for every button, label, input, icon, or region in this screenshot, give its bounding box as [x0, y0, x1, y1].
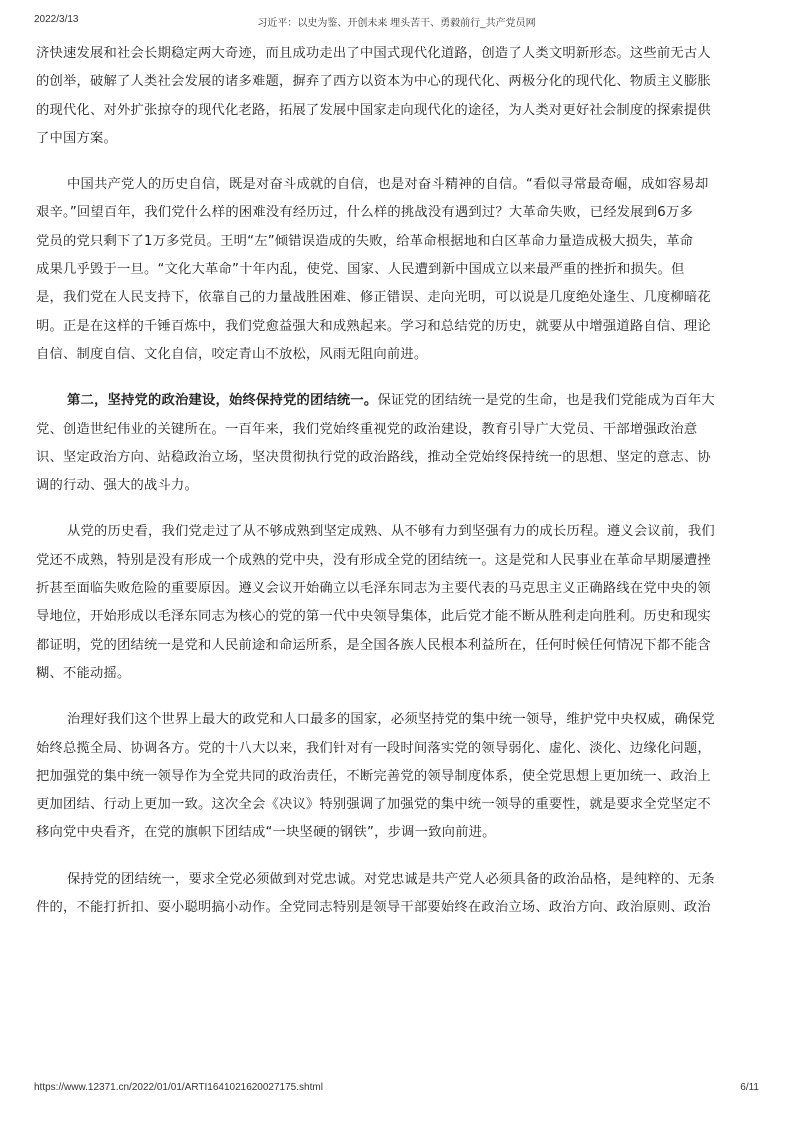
text-line: 的创举，破解了人类社会发展的诸多难题，摒弃了西方以资本为中心的现代化、两极分化的现代化、物质主义膨胀: [36, 74, 711, 90]
page-number: 6/11: [740, 1082, 759, 1093]
text-line: 了中国方案。: [36, 130, 117, 146]
text-line: 自信、制度自信、文化自信，咬定青山不放松，风雨无阻向前进。: [36, 346, 428, 362]
text-line: 中国共产党人的历史自信，既是对奋斗成就的自信，也是对奋斗精神的自信。“看似寻常最奇崛，成如容易却: [67, 177, 709, 193]
text-line: 件的，不能打折扣、耍小聪明搞小动作。全党同志特别是领导干部要始终在政治立场、政治方向、政治原则、政治: [36, 900, 711, 916]
print-footer: [34, 1082, 759, 1096]
text-line: 移向党中央看齐，在党的旗帜下团结成“一块坚硬的钢铁”，步调一致向前进。: [36, 825, 496, 841]
paragraph: [36, 40, 758, 153]
text-line: 识、坚定政治方向、站稳政治立场，坚决贯彻执行党的政治路线，推动全党始终保持统一的思想、坚定的意志、协: [36, 449, 711, 465]
text-line: 艰辛。”回望百年，我们党什么样的困难没有经历过，什么样的挑战没有遇到过？大革命失败，已经发展到6万多: [36, 205, 693, 221]
text-line: 从党的历史看，我们党走过了从不够成熟到坚定成熟、从不够有力到坚强有力的成长历程。遵义会议前，我们: [67, 524, 715, 540]
article-body: [36, 40, 758, 940]
text-line: 党员的党只剩下了1万多党员。王明“左”倾错误造成的失败，给革命根据地和白区革命力量造成极大损失，革命: [36, 233, 694, 249]
paragraph: [36, 387, 758, 500]
text-line: 治理好我们这个世界上最大的政党和人口最多的国家，必须坚持党的集中统一领导，维护党中央权威，确保党: [67, 712, 715, 728]
text-fragment: 保证党的团结统一是党的生命，也是我们党能成为百年大: [377, 393, 715, 409]
text-line: 调的行动、强大的战斗力。: [36, 478, 198, 494]
text-line: 的现代化、对外扩张掠夺的现代化老路，拓展了发展中国家走向现代化的途径，为人类对更好社会制度的探索提供: [36, 102, 711, 118]
text-line: 更加团结、行动上更加一致。这次全会《决议》特别强调了加强党的集中统一领导的重要性，就是要求全党坚定不: [36, 797, 711, 813]
section-heading: 第二，坚持党的政治建设，始终保持党的团结统一。: [67, 393, 378, 409]
print-date: 2022/3/13: [34, 14, 79, 25]
print-header: [34, 14, 759, 30]
text-line: 保持党的团结统一，要求全党必须做到对党忠诚。对党忠诚是共产党人必须具备的政治品格，是纯粹的、无条: [67, 871, 715, 887]
paragraph: [36, 866, 758, 923]
paragraph: [36, 706, 758, 847]
text-line: 党、创造世纪伟业的关键所在。一百年来，我们党始终重视党的政治建设，教育引导广大党员、干部增强政治意: [36, 421, 698, 437]
page-url[interactable]: https://www.12371.cn/2022/01/01/ARTI1641021620027175.shtml: [34, 1082, 323, 1093]
paragraph: [36, 171, 758, 369]
text-line: 党还不成熟，特别是没有形成一个成熟的党中央，没有形成全党的团结统一。这是党和人民事业在革命早期屡遭挫: [36, 552, 711, 568]
text-line: 是，我们党在人民支持下，依靠自己的力量战胜困难、修正错误、走向光明，可以说是几度绝处逢生、几度柳暗花: [36, 290, 711, 306]
text-line: 把加强党的集中统一领导作为全党共同的政治责任，不断完善党的领导制度体系，使全党思想上更加统一、政治上: [36, 768, 711, 784]
text-line: 济快速发展和社会长期稳定两大奇迹，而且成功走出了中国式现代化道路，创造了人类文明新形态。这些前无古人: [36, 46, 711, 61]
text-line: 导地位，开始形成以毛泽东同志为核心的党的第一代中央领导集体，此后党才能不断从胜利走向胜利。历史和现实: [36, 609, 711, 625]
text-line: 都证明，党的团结统一是党和人民前途和命运所系，是全国各族人民根本利益所在，任何时候任何情况下都不能含: [36, 637, 711, 653]
text-line: 糊、不能动摇。: [36, 665, 131, 681]
document-title: 习近平：以史为鉴、开创未来 埋头苦干、勇毅前行_共产党员网: [257, 18, 536, 29]
text-line: 成果几乎毁于一旦。“文化大革命”十年内乱，使党、国家、人民遭到新中国成立以来最严重的挫折和损失。但: [36, 262, 685, 278]
text-line: 折甚至面临失败危险的重要原因。遵义会议开始确立以毛泽东同志为主要代表的马克思主义正确路线在党中央的领: [36, 581, 711, 597]
text-line: 明。正是在这样的千锤百炼中，我们党愈益强大和成熟起来。学习和总结党的历史，就要从中增强道路自信、理论: [36, 318, 711, 334]
text-line: [36, 387, 758, 415]
text-line: 始终总揽全局、协调各方。党的十八大以来，我们针对有一段时间落实党的领导弱化、虚化、淡化、边缘化问题，: [36, 740, 711, 756]
paragraph: [36, 518, 758, 688]
